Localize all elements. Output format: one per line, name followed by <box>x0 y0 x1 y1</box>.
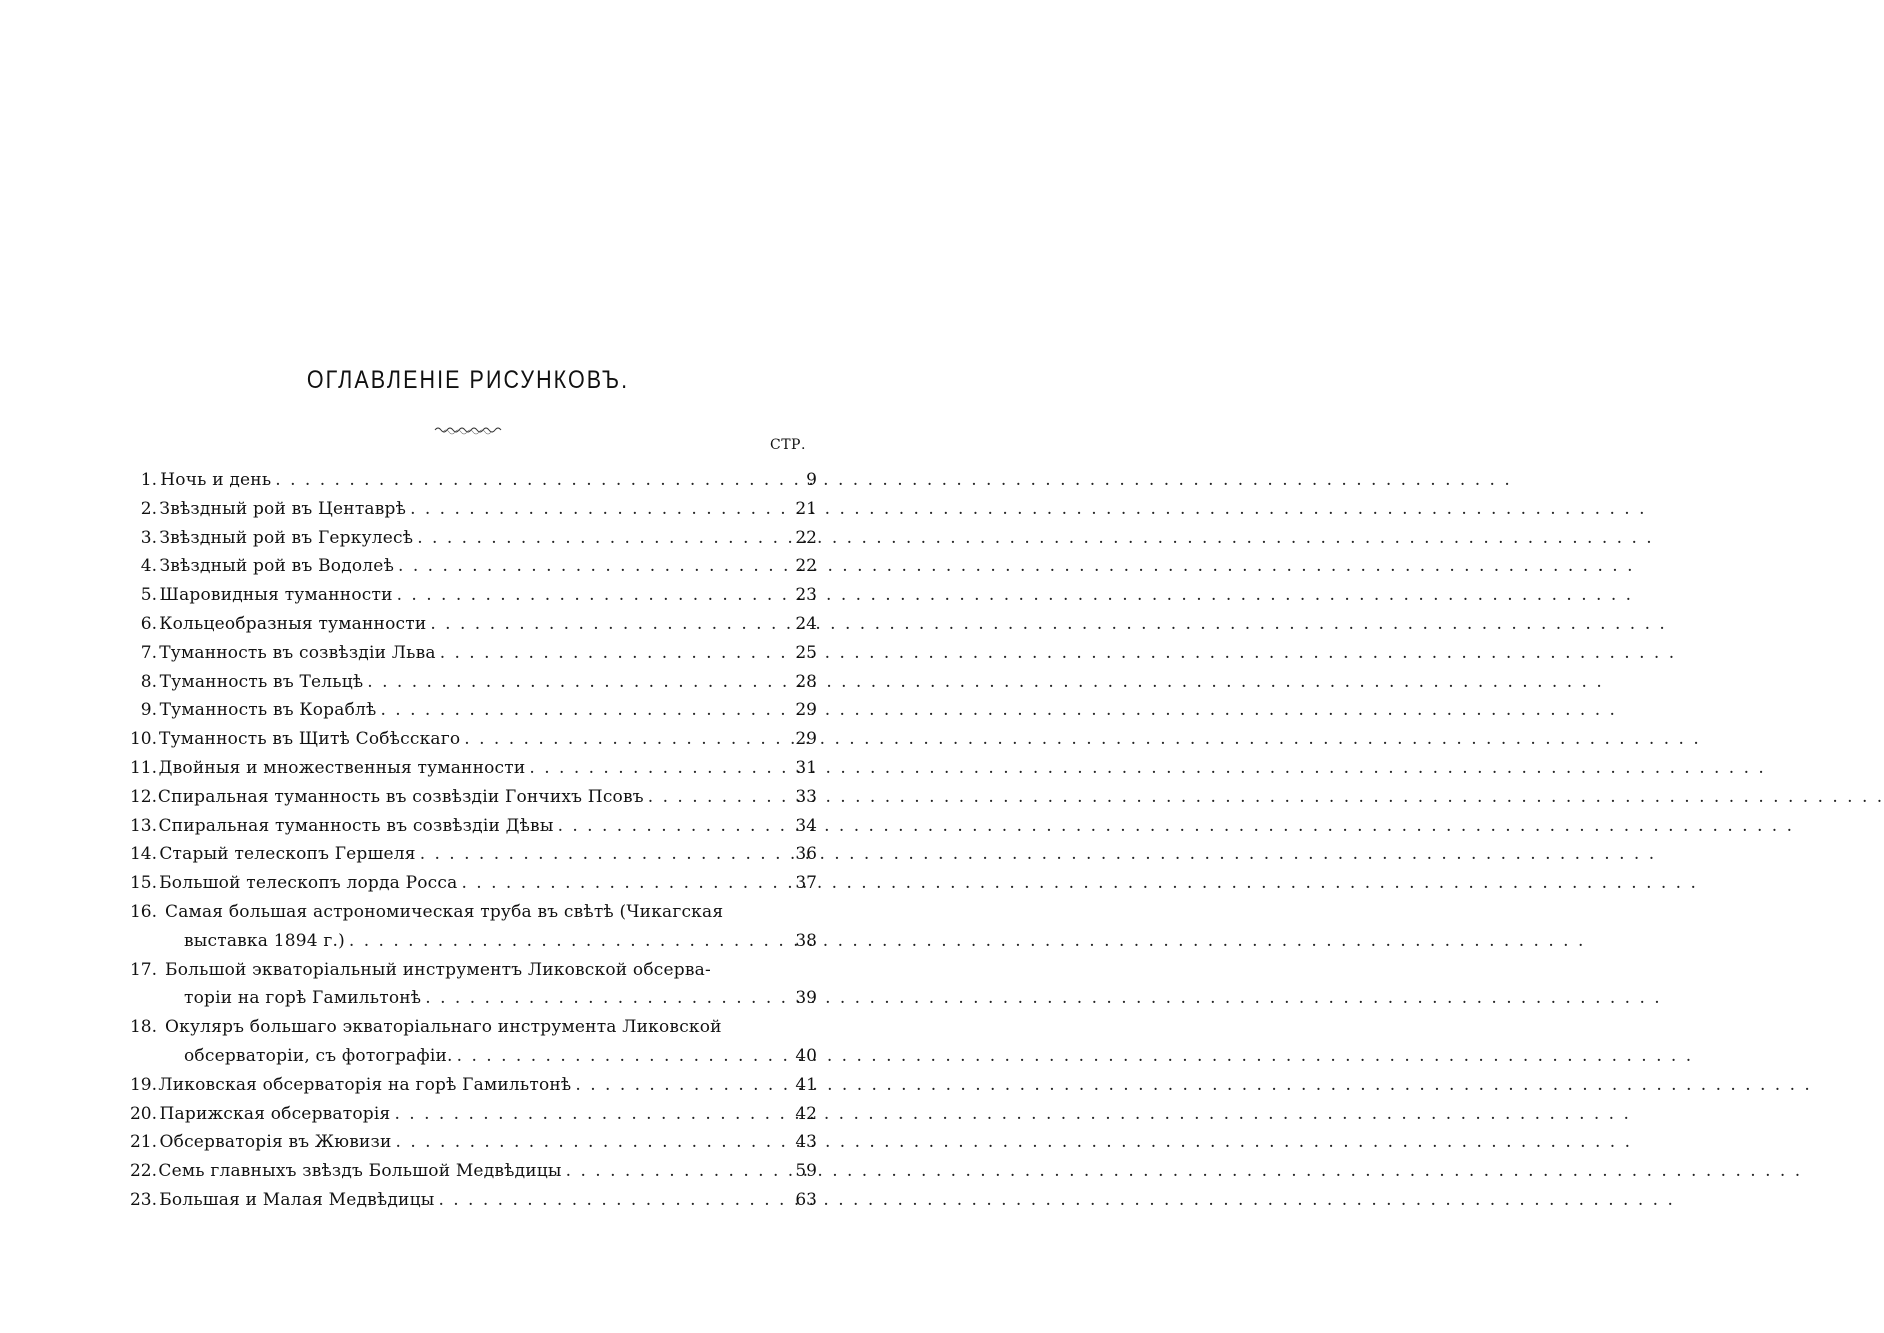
dot-leader <box>406 495 785 524</box>
toc-entry-title: Парижская обсерваторія <box>159 1103 391 1124</box>
toc-entry-line <box>117 1157 817 1186</box>
toc-entry-page: 33 <box>795 786 817 807</box>
toc-entry-number: 5. <box>140 585 157 606</box>
toc-entry-line <box>117 956 817 985</box>
toc-entry-number: 18. <box>129 1017 157 1038</box>
toc-entry-title: Окуляръ большаго экваторіальнаго инструмента Ликовской <box>165 1017 722 1038</box>
toc-entry-title: Звѣздный рой въ Центаврѣ <box>159 498 407 519</box>
toc-entry-page: 29 <box>795 700 817 721</box>
page-column-header: СТР. <box>770 437 806 453</box>
toc-entry-title: Обсерваторія въ Жювизи <box>159 1132 392 1153</box>
toc-entry-title: Кольцеобразныя туманности <box>159 613 427 634</box>
toc-entry-title: Спиральная туманность въ созвѣздіи Гончихъ Псовъ <box>157 786 644 807</box>
toc-entry <box>117 1157 817 1186</box>
dot-leader <box>363 668 785 697</box>
toc-entry-number: 14. <box>129 844 157 865</box>
toc-entry-title: Туманность въ Тельцѣ <box>159 671 364 692</box>
dot-leader <box>426 610 785 639</box>
table-of-figures <box>117 466 817 1215</box>
toc-entry-line <box>117 840 817 869</box>
toc-entry-page: 38 <box>795 930 817 951</box>
toc-entry <box>117 1013 817 1071</box>
toc-entry <box>117 524 817 553</box>
toc-entry-line <box>117 466 817 495</box>
toc-entry-line <box>117 495 817 524</box>
toc-entry-page: 43 <box>795 1132 817 1153</box>
toc-entry-line <box>117 984 817 1013</box>
dot-leader <box>434 1186 785 1215</box>
toc-entry-page: 21 <box>795 498 817 519</box>
dot-leader <box>562 1157 785 1186</box>
dot-leader <box>571 1071 785 1100</box>
toc-entry-line <box>117 639 817 668</box>
toc-entry-line <box>117 610 817 639</box>
toc-entry-page: 25 <box>795 642 817 663</box>
toc-entry-title: Туманность въ Щитѣ Собѣсскаго <box>159 729 461 750</box>
toc-entry-line <box>117 812 817 841</box>
dot-leader <box>394 552 785 581</box>
dot-leader <box>421 984 785 1013</box>
toc-entry <box>117 552 817 581</box>
toc-entry-number: 9. <box>140 700 157 721</box>
toc-entry-number: 15. <box>129 873 157 894</box>
toc-entry-page: 24 <box>795 613 817 634</box>
toc-entry-title-continuation: выставка 1894 г.) <box>184 930 345 951</box>
toc-entry-title: Большой телескопъ лорда Росса <box>159 873 458 894</box>
toc-entry-number: 3. <box>140 527 157 548</box>
toc-entry <box>117 754 817 783</box>
dot-leader <box>376 696 785 725</box>
toc-entry <box>117 581 817 610</box>
toc-entry-title: Звѣздный рой въ Водолеѣ <box>159 556 395 577</box>
toc-entry-page: 42 <box>795 1103 817 1124</box>
dot-leader <box>644 783 785 812</box>
toc-entry-page: 36 <box>795 844 817 865</box>
toc-entry-number: 21. <box>129 1132 157 1153</box>
toc-entry-page: 28 <box>795 671 817 692</box>
toc-entry <box>117 668 817 697</box>
dot-leader <box>393 581 785 610</box>
toc-entry-line <box>117 927 817 956</box>
toc-entry-line <box>117 581 817 610</box>
toc-entry <box>117 1128 817 1157</box>
toc-entry-number: 19. <box>129 1074 157 1095</box>
toc-entry-line <box>117 1128 817 1157</box>
toc-entry-line <box>117 696 817 725</box>
toc-entry-number: 6. <box>140 613 157 634</box>
toc-entry-line <box>117 783 817 812</box>
toc-entry-title: Самая большая астрономическая труба въ свѣтѣ (Чикагская <box>165 901 724 922</box>
toc-entry <box>117 956 817 1014</box>
dot-leader <box>390 1100 785 1129</box>
toc-entry-number: 11. <box>129 757 157 778</box>
toc-entry <box>117 898 817 956</box>
toc-entry-page: 37 <box>795 873 817 894</box>
toc-entry-title: Звѣздный рой въ Геркулесѣ <box>159 527 414 548</box>
dot-leader <box>416 840 785 869</box>
toc-entry-page: 63 <box>795 1189 817 1210</box>
dot-leader <box>453 1042 785 1071</box>
toc-entry-page: 23 <box>795 585 817 606</box>
toc-entry <box>117 610 817 639</box>
toc-entry-number: 16. <box>129 901 157 922</box>
dot-leader <box>413 524 785 553</box>
toc-entry-number: 23. <box>129 1189 157 1210</box>
dot-leader <box>460 725 785 754</box>
toc-entry-line <box>117 1042 817 1071</box>
dot-leader <box>271 466 785 495</box>
toc-entry <box>117 495 817 524</box>
toc-entry-title: Туманность въ Кораблѣ <box>159 700 377 721</box>
toc-entry-number: 1. <box>140 470 157 490</box>
toc-entry <box>117 1186 817 1215</box>
toc-entry-number: 22. <box>129 1161 157 1182</box>
toc-entry <box>117 725 817 754</box>
toc-entry-number: 7. <box>140 642 157 663</box>
toc-entry <box>117 639 817 668</box>
toc-entry-title: Старый телескопъ Гершеля <box>159 844 416 865</box>
dot-leader <box>457 869 785 898</box>
toc-entry-page: 9 <box>806 470 817 490</box>
toc-entry-page: 40 <box>795 1045 817 1066</box>
toc-entry-line <box>117 898 817 927</box>
toc-entry-title: Большая и Малая Медвѣдицы <box>159 1189 435 1210</box>
toc-entry-page: 59 <box>795 1161 817 1182</box>
toc-entry-line <box>117 869 817 898</box>
toc-entry-page: 34 <box>795 815 817 836</box>
toc-entry-line <box>117 754 817 783</box>
dot-leader <box>525 754 785 783</box>
toc-entry <box>117 869 817 898</box>
toc-entry-title: Спиральная туманность въ созвѣздіи Дѣвы <box>158 815 554 836</box>
toc-entry-number: 13. <box>129 815 157 836</box>
toc-entry <box>117 696 817 725</box>
toc-entry-title: Ликовская обсерваторія на горѣ Гамильтонѣ <box>158 1074 572 1095</box>
toc-entry-number: 2. <box>140 498 157 519</box>
toc-entry-number: 8. <box>140 671 157 692</box>
toc-entry-line <box>117 552 817 581</box>
toc-entry-page: 29 <box>795 729 817 750</box>
toc-entry-line <box>117 725 817 754</box>
dot-leader <box>436 639 785 668</box>
toc-entry-line <box>117 1013 817 1042</box>
toc-entry-line <box>117 1100 817 1129</box>
toc-entry-page: 39 <box>795 988 817 1009</box>
toc-entry-page: 22 <box>795 556 817 577</box>
toc-entry-number: 12. <box>129 786 157 807</box>
ornament-divider <box>433 422 503 436</box>
toc-entry <box>117 1100 817 1129</box>
toc-entry-number: 20. <box>129 1103 157 1124</box>
toc-entry-page: 41 <box>795 1074 817 1095</box>
page-title: ОГЛАВЛЕНІЕ РИСУНКОВЪ. <box>306 366 630 394</box>
toc-entry <box>117 812 817 841</box>
dot-leader <box>554 812 785 841</box>
toc-entry-page: 31 <box>795 757 817 778</box>
toc-entry-title: Шаровидныя туманности <box>159 585 393 606</box>
toc-entry-title: Туманность въ созвѣздіи Льва <box>159 642 436 663</box>
toc-entry-title-continuation: торіи на горѣ Гамильтонѣ <box>184 988 422 1009</box>
toc-entry-line <box>117 1071 817 1100</box>
toc-entry-title: Семь главныхъ звѣздъ Большой Медвѣдицы <box>158 1161 562 1182</box>
toc-entry <box>117 1071 817 1100</box>
toc-entry-number: 10. <box>129 729 157 750</box>
toc-entry-line <box>117 668 817 697</box>
toc-entry <box>117 466 817 495</box>
toc-entry-title: Двойныя и множественныя туманности <box>158 757 526 778</box>
toc-entry-page: 22 <box>795 527 817 548</box>
toc-entry-title: Большой экваторіальный инструментъ Ликовской обсерва- <box>165 959 711 980</box>
dot-leader <box>345 927 785 956</box>
toc-entry-line <box>117 524 817 553</box>
toc-entry <box>117 840 817 869</box>
toc-entry-title: Ночь и день <box>160 470 272 490</box>
dot-leader <box>392 1128 785 1157</box>
toc-entry-number: 17. <box>129 959 157 980</box>
toc-entry-number: 4. <box>140 556 157 577</box>
toc-entry-line <box>117 1186 817 1215</box>
toc-entry-title-continuation: обсерваторіи, съ фотографіи. <box>184 1045 453 1066</box>
toc-entry <box>117 783 817 812</box>
